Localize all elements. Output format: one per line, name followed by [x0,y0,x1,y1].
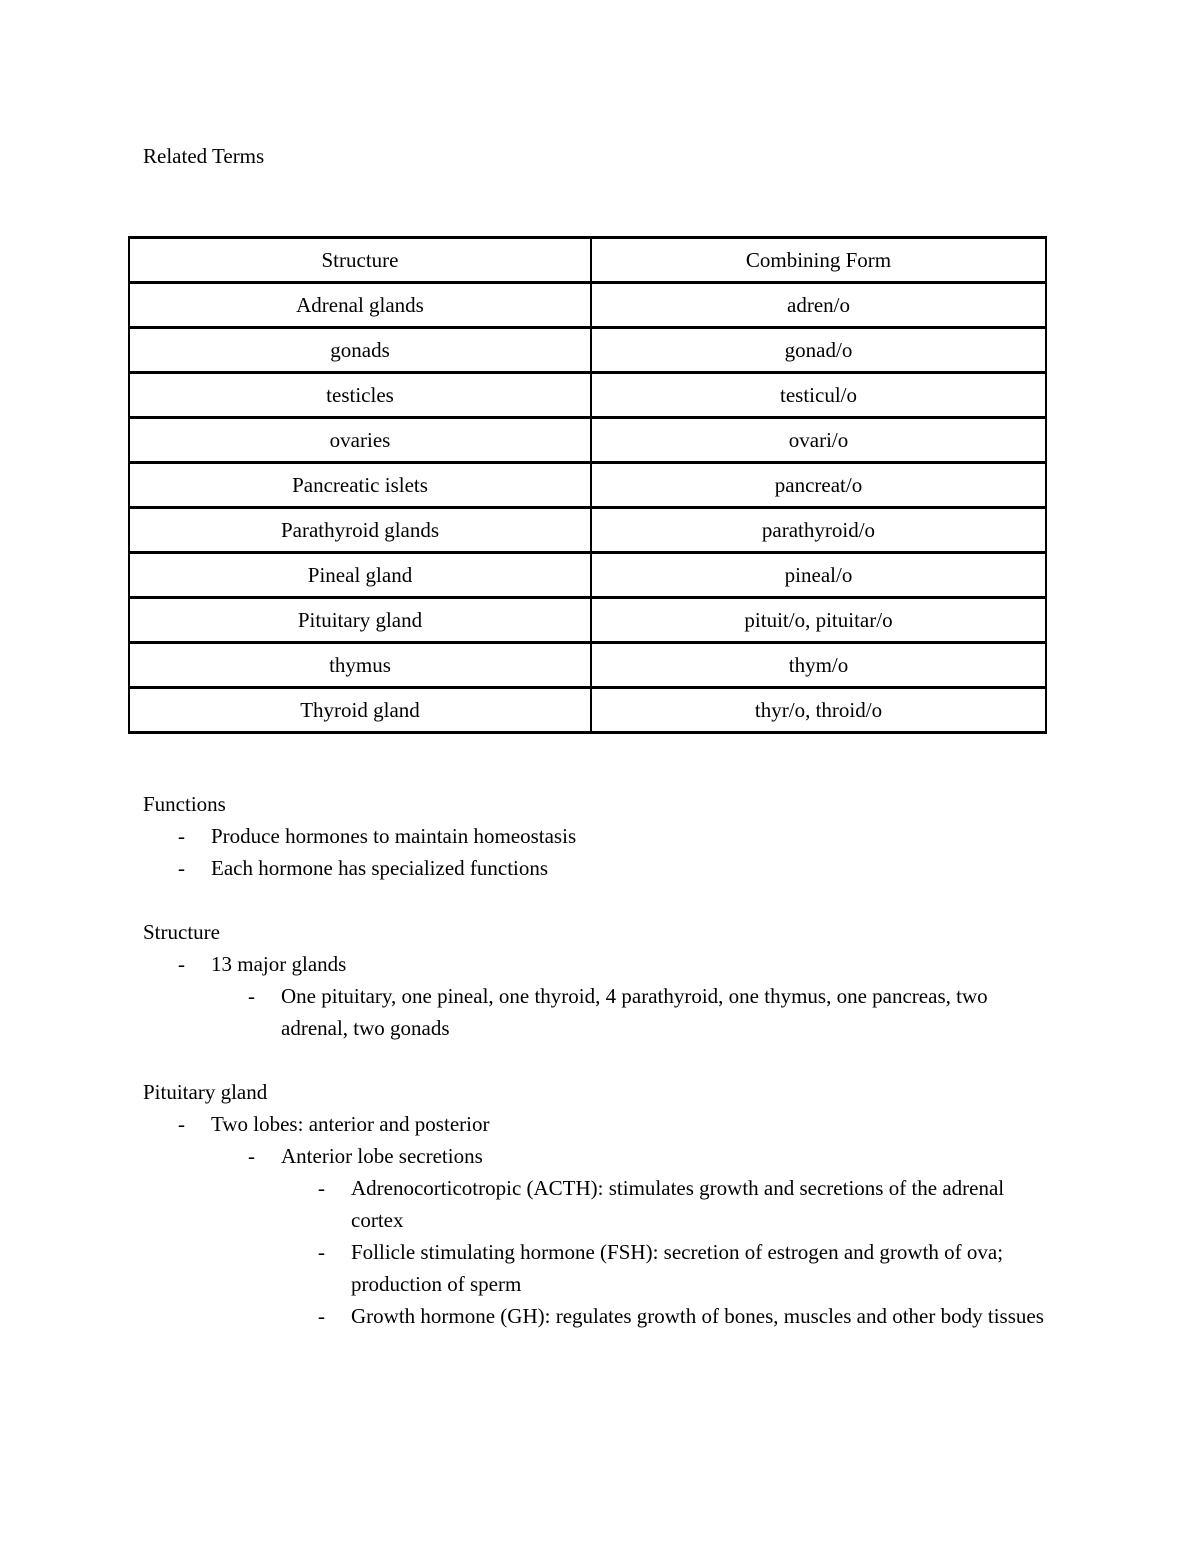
cell-combining-form: pineal/o [591,553,1046,598]
cell-combining-form: adren/o [591,283,1046,328]
cell-combining-form: thym/o [591,643,1046,688]
doc-title: Related Terms [143,144,265,168]
cell-combining-form: testicul/o [591,373,1046,418]
bullet-marker: - [178,952,185,976]
section-heading: Functions [143,792,226,816]
list-item-text: One pituitary, one pineal, one thyroid, 4 parathyroid, one thymus, one pancreas, two adrenal, two gonads [281,984,988,1040]
section-heading: Pituitary gland [143,1080,268,1104]
list-item [318,1300,1059,1332]
column-header-combining-form: Combining Form [591,238,1046,283]
table-row [129,508,1046,553]
cell-structure: Adrenal glands [129,283,591,328]
cell-structure: Pituitary gland [129,598,591,643]
cell-combining-form: parathyroid/o [591,508,1046,553]
cell-structure: Parathyroid glands [129,508,591,553]
cell-structure: Thyroid gland [129,688,591,733]
bullet-marker: - [318,1304,325,1328]
table-row [129,643,1046,688]
table-row [129,553,1046,598]
list-item-text: Adrenocorticotropic (ACTH): stimulates growth and secretions of the adrenal cortex [351,1176,1005,1232]
table-row [129,418,1046,463]
cell-structure: thymus [129,643,591,688]
table-row [129,373,1046,418]
related-terms-table [128,236,1047,734]
list-item [178,1108,1059,1140]
table-row [129,463,1046,508]
list-item-text: Two lobes: anterior and posterior [211,1112,490,1136]
list-item [248,980,1059,1044]
table-row [129,688,1046,733]
list-item [178,852,1059,884]
cell-structure: ovaries [129,418,591,463]
list-item [318,1236,1059,1300]
cell-structure: Pineal gland [129,553,591,598]
list-item-text: Each hormone has specialized functions [211,856,549,880]
table-row [129,328,1046,373]
cell-combining-form: thyr/o, throid/o [591,688,1046,733]
list-item-text: Anterior lobe secretions [281,1144,483,1168]
cell-combining-form: pituit/o, pituitar/o [591,598,1046,643]
cell-combining-form: ovari/o [591,418,1046,463]
section-heading: Structure [143,920,220,944]
bullet-marker: - [318,1240,325,1264]
list-item [178,820,1059,852]
list-item [178,948,1059,980]
cell-combining-form: gonad/o [591,328,1046,373]
list-item-text: Follicle stimulating hormone (FSH): secretion of estrogen and growth of ova; production of sperm [351,1240,1004,1296]
column-header-structure: Structure [129,238,591,283]
list-item [248,1140,1059,1172]
bullet-marker: - [248,1144,255,1168]
bullet-marker: - [178,1112,185,1136]
list-item [318,1172,1059,1236]
section-structure [143,916,1059,1044]
list-item-text: Produce hormones to maintain homeostasis [211,824,577,848]
table-header-row [129,238,1046,283]
bullet-marker: - [178,824,185,848]
bullet-marker: - [178,856,185,880]
table-row [129,598,1046,643]
bullet-marker: - [318,1176,325,1200]
notes-content [143,788,1059,1332]
bullet-marker: - [248,984,255,1008]
section-pituitary-gland [143,1076,1059,1332]
cell-structure: testicles [129,373,591,418]
cell-combining-form: pancreat/o [591,463,1046,508]
cell-structure: gonads [129,328,591,373]
list-item-text: Growth hormone (GH): regulates growth of bones, muscles and other body tissues [351,1304,1044,1328]
list-item-text: 13 major glands [211,952,347,976]
section-functions [143,788,1059,884]
table-row [129,283,1046,328]
cell-structure: Pancreatic islets [129,463,591,508]
